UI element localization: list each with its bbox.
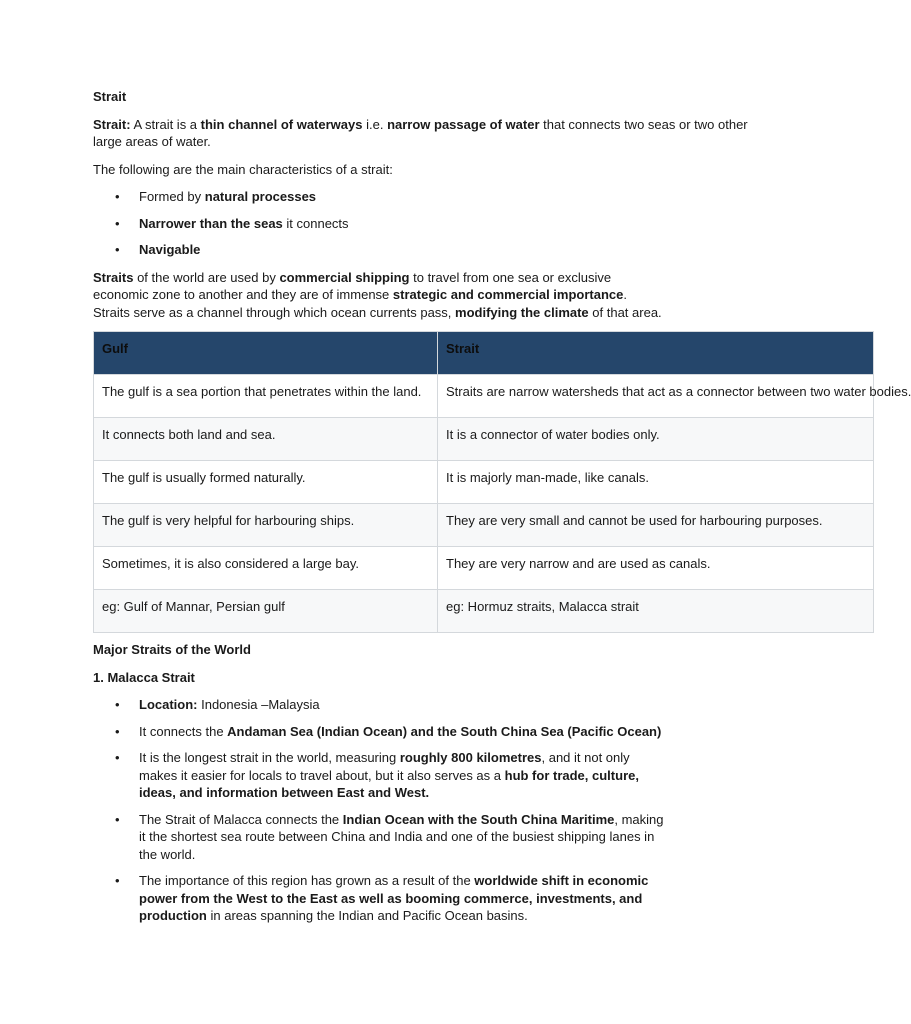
malacca-details-list [93, 696, 768, 925]
item-text: it connects [282, 215, 349, 231]
location-value: Indonesia –Malaysia [197, 697, 320, 712]
item-text: in areas spanning the Indian and Pacific Ocean basins. [206, 908, 528, 923]
table-row [94, 590, 874, 633]
item-bold: hub for trade, culture, ideas, and information between East and West. [139, 767, 639, 800]
item-bold: Indian Ocean with the South China Maritime [342, 811, 615, 827]
item-text: The Strait of Malacca connects the [139, 811, 343, 827]
table-cell: The gulf is a sea portion that penetrates within the land. [94, 375, 438, 418]
gulf-vs-strait-table-wrapper [93, 331, 911, 633]
strait-definition [93, 116, 768, 151]
item-bold: Andaman Sea (Indian Ocean) and the South China Sea (Pacific Ocean) [227, 723, 662, 739]
definition-bold-1: thin channel of waterways [200, 116, 363, 132]
item-text: , and it not only makes it easier for locals to travel about, but it also serves as a [139, 750, 630, 783]
straits-usage-paragraph [93, 269, 663, 322]
list-item [93, 811, 669, 864]
table-row [94, 418, 874, 461]
table-row [94, 461, 874, 504]
usage-text-2: to travel from one sea or exclusive economic zone to another and they are of immense [93, 269, 612, 302]
usage-text-4: of that area. [588, 304, 662, 320]
location-label: Location: [139, 697, 198, 712]
malacca-heading: 1. Malacca Strait [93, 669, 195, 685]
table-cell: It is a connector of water bodies only. [438, 418, 874, 461]
characteristics-intro: The following are the main characteristics of a strait: [93, 161, 393, 177]
item-text: It connects the [139, 723, 228, 739]
item-bold: natural processes [204, 189, 317, 204]
definition-text-2: i.e. [362, 116, 388, 132]
item-text: It is the longest strait in the world, measuring [139, 750, 400, 765]
table-row [94, 547, 874, 590]
list-item [93, 749, 671, 802]
definition-text-3: that connects two seas or two other large areas of water. [93, 116, 748, 149]
definition-label: Strait: [93, 116, 131, 132]
list-item [93, 872, 649, 925]
list-item [93, 241, 699, 259]
item-bold: Narrower than the seas [139, 215, 283, 231]
table-row [94, 504, 874, 547]
item-bold: worldwide shift in economic power from the West to the East as well as booming commerce, investments, and production [139, 873, 649, 923]
list-item [93, 723, 699, 741]
definition-bold-2: narrow passage of water [387, 116, 540, 132]
table-cell: eg: Gulf of Mannar, Persian gulf [94, 590, 438, 633]
definition-text-1: A strait is a [130, 116, 201, 132]
gulf-vs-strait-table [93, 331, 911, 633]
page-title: Strait [93, 89, 127, 104]
list-item [93, 215, 699, 233]
table-cell: They are very narrow and are used as canals. [438, 547, 874, 590]
document-page [93, 88, 911, 935]
list-item [93, 696, 629, 714]
item-text: The importance of this region has grown as a result of the [139, 873, 475, 888]
table-cell: It connects both land and sea. [94, 418, 438, 461]
item-text: Formed by [139, 189, 205, 204]
item-text: , making it the shortest sea route between China and India and one of the busiest shipping lanes in the world. [139, 811, 664, 862]
table-cell: eg: Hormuz straits, Malacca strait [438, 590, 874, 633]
item-bold: roughly 800 kilometres [399, 750, 542, 765]
usage-bold-3: strategic and commercial importance [392, 287, 624, 302]
header-strait: Strait [438, 332, 874, 375]
header-gulf: Gulf [94, 332, 438, 375]
usage-text-1: of the world are used by [133, 269, 280, 285]
usage-bold-1: Straits [93, 269, 134, 285]
table-cell: The gulf is very helpful for harbouring ships. [94, 504, 438, 547]
table-cell: They are very small and cannot be used for harbouring purposes. [438, 504, 874, 547]
usage-bold-2: commercial shipping [279, 269, 410, 285]
table-row [94, 375, 874, 418]
characteristics-list [93, 188, 768, 259]
usage-text-3: . Straits serve as a channel through which ocean currents pass, [93, 287, 628, 320]
major-straits-heading: Major Straits of the World [93, 642, 251, 657]
table-cell: Straits are narrow watersheds that act as a connector between two water bodies. [438, 375, 874, 418]
table-cell: It is majorly man-made, like canals. [438, 461, 874, 504]
usage-bold-4: modifying the climate [455, 304, 589, 320]
item-bold: Navigable [139, 242, 201, 257]
table-cell: Sometimes, it is also considered a large bay. [94, 547, 438, 590]
table-cell: The gulf is usually formed naturally. [94, 461, 438, 504]
table-header-row [94, 332, 874, 375]
list-item [93, 188, 699, 206]
